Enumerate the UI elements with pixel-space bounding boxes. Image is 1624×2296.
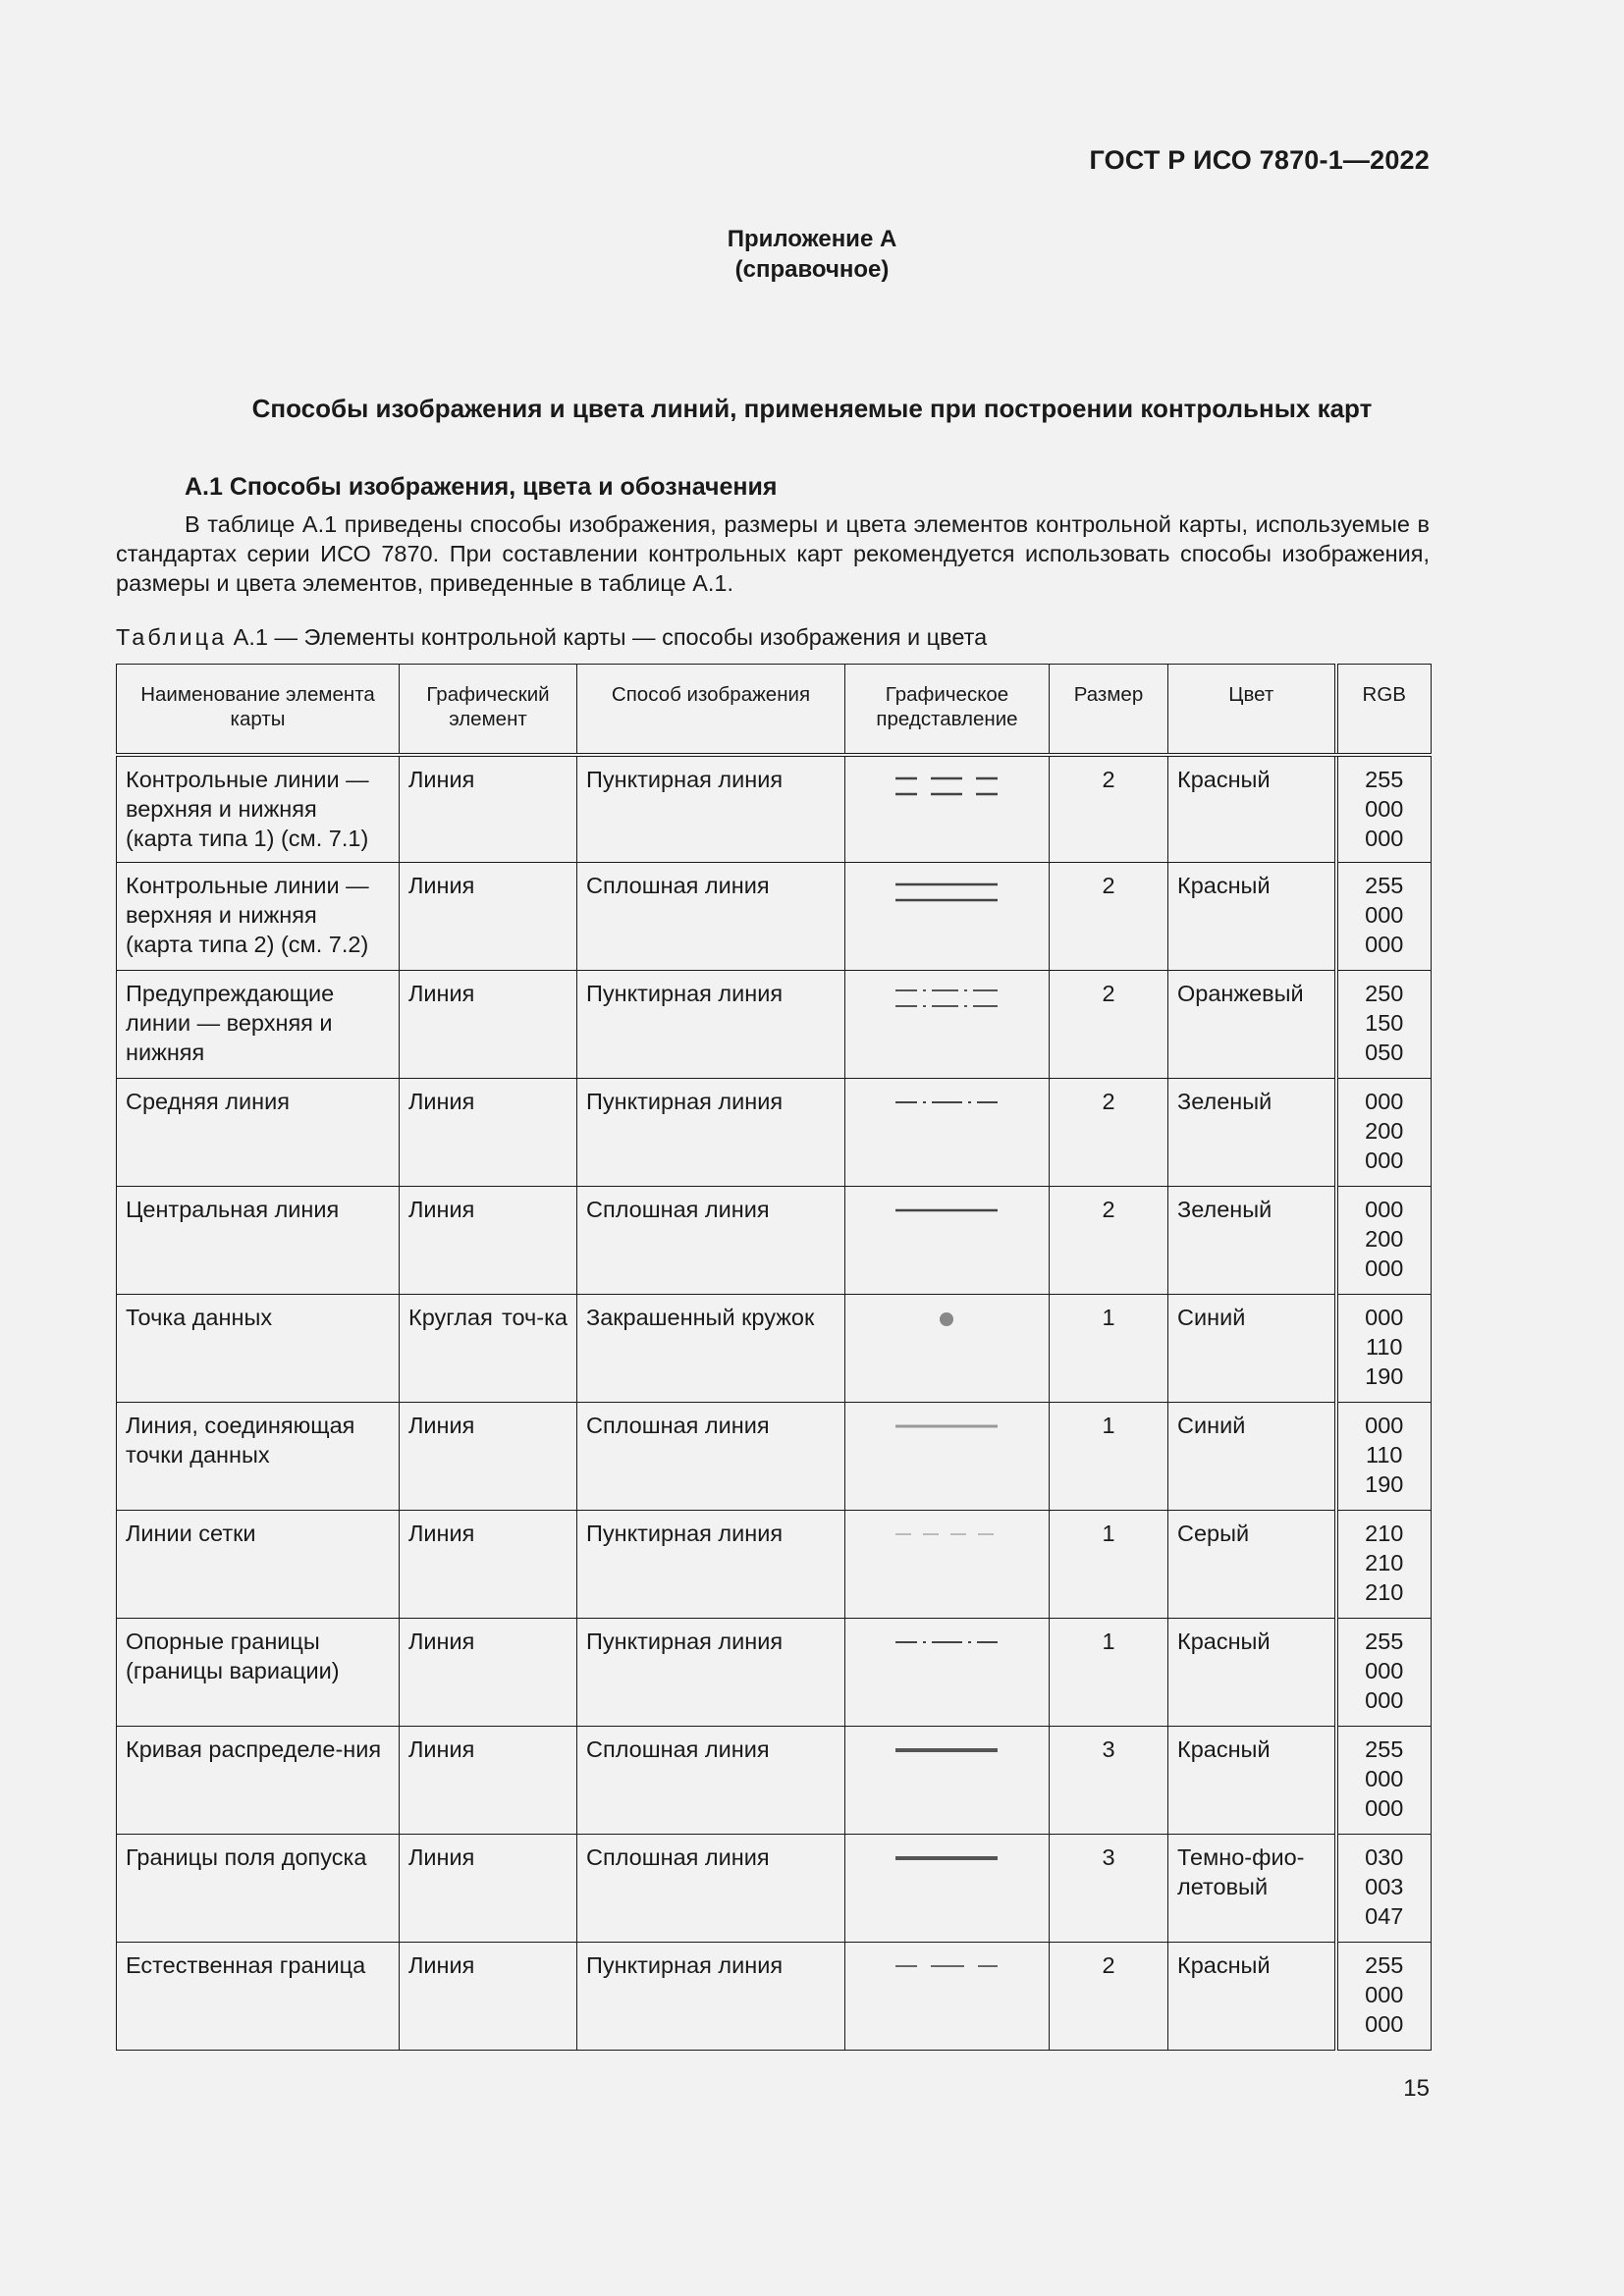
table-row — [117, 1187, 1432, 1295]
rgb-b: 000 — [1365, 1148, 1404, 1173]
rgb-r: 255 — [1365, 766, 1404, 792]
cell-representation — [845, 1619, 1050, 1727]
line-style-dashed-icon — [854, 1956, 1040, 1976]
cell-name: Предупреждающие линии — верхняя и нижняя — [117, 971, 400, 1079]
cell-color: Темно-фио-летовый — [1168, 1835, 1336, 1943]
cell-method: Пунктирная линия — [577, 1619, 845, 1727]
rgb-g: 000 — [1365, 795, 1404, 822]
cell-representation — [845, 1187, 1050, 1295]
appendix-subtitle: (справочное) — [734, 256, 890, 283]
cell-representation — [845, 755, 1050, 863]
document-code: ГОСТ Р ИСО 7870-1—2022 — [1089, 145, 1430, 175]
cell-rgb — [1336, 1619, 1432, 1727]
cell-method: Пунктирная линия — [577, 1943, 845, 2051]
cell-representation — [845, 1511, 1050, 1619]
rgb-r: 000 — [1365, 1305, 1404, 1330]
rgb-b: 000 — [1365, 825, 1404, 851]
cell-rgb — [1336, 1295, 1432, 1403]
line-style-dashed-double-icon — [854, 771, 1040, 800]
cell-representation — [845, 1943, 1050, 2051]
rgb-g: 000 — [1365, 902, 1404, 928]
cell-color: Синий — [1168, 1403, 1336, 1511]
cell-size: 2 — [1050, 1943, 1168, 2051]
rgb-g: 210 — [1365, 1550, 1404, 1575]
cell-name: Центральная линия — [117, 1187, 400, 1295]
cell-name: Линии сетки — [117, 1511, 400, 1619]
cell-rgb — [1336, 1727, 1432, 1835]
cell-representation — [845, 971, 1050, 1079]
cell-method: Закрашенный кружок — [577, 1295, 845, 1403]
cell-size: 2 — [1050, 755, 1168, 863]
rgb-g: 110 — [1366, 1442, 1403, 1468]
cell-method: Сплошная линия — [577, 1835, 845, 1943]
rgb-g: 200 — [1365, 1226, 1404, 1252]
section-heading: А.1 Способы изображения, цвета и обозначения — [185, 473, 778, 501]
rgb-b: 000 — [1365, 1687, 1404, 1713]
cell-name: Границы поля допуска — [117, 1835, 400, 1943]
table-row — [117, 755, 1432, 863]
rgb-g: 110 — [1366, 1334, 1403, 1360]
rgb-g: 200 — [1365, 1118, 1404, 1144]
header-representation: Графическое представление — [845, 665, 1050, 755]
cell-rgb — [1336, 755, 1432, 863]
appendix-title: Приложение А — [727, 226, 897, 252]
table-row — [117, 1619, 1432, 1727]
cell-representation — [845, 1079, 1050, 1187]
rgb-b: 190 — [1365, 1363, 1404, 1389]
rgb-r: 000 — [1365, 1413, 1404, 1438]
table-row — [117, 971, 1432, 1079]
header-method: Способ изображения — [577, 665, 845, 755]
cell-element: Круглая точ-ка — [400, 1295, 577, 1403]
line-style-dashed-light-icon — [854, 1524, 1040, 1544]
cell-name: Средняя линия — [117, 1079, 400, 1187]
cell-name: Опорные границы (границы вариации) — [117, 1619, 400, 1727]
cell-representation — [845, 863, 1050, 971]
line-style-solid-icon — [854, 1201, 1040, 1220]
cell-element: Линия — [400, 1619, 577, 1727]
section-paragraph: В таблице А.1 приведены способы изображения, размеры и цвета элементов контрольной карты, используемые в стандартах серии ИСО 7870. При составлении контрольных карт рекомендуется использовать способы изображения, размеры и цвета элементов, приведенные в таблице А.1. — [116, 511, 1430, 596]
rgb-b: 047 — [1365, 1903, 1404, 1929]
cell-name: Контрольные линии — верхняя и нижняя (карта типа 1) (см. 7.1) — [117, 755, 400, 863]
rgb-r: 030 — [1365, 1844, 1404, 1870]
rgb-r: 255 — [1365, 1629, 1404, 1654]
rgb-g: 000 — [1365, 1766, 1404, 1791]
line-style-dashdot-double-icon — [854, 985, 1040, 1014]
table-row — [117, 1403, 1432, 1511]
cell-rgb — [1336, 1403, 1432, 1511]
table-row — [117, 1511, 1432, 1619]
table-row — [117, 1295, 1432, 1403]
cell-color: Синий — [1168, 1295, 1336, 1403]
rgb-g: 150 — [1365, 1010, 1404, 1036]
line-style-solid-thick-icon — [854, 1740, 1040, 1760]
cell-rgb — [1336, 1511, 1432, 1619]
elements-table — [116, 664, 1432, 2051]
rgb-r: 255 — [1365, 1736, 1404, 1762]
line-style-solid-light-icon — [854, 1416, 1040, 1436]
cell-rgb — [1336, 1079, 1432, 1187]
rgb-b: 000 — [1365, 1795, 1404, 1821]
cell-method: Пунктирная линия — [577, 971, 845, 1079]
cell-element: Линия — [400, 1727, 577, 1835]
header-color: Цвет — [1168, 665, 1336, 755]
table-row — [117, 1835, 1432, 1943]
table-row — [117, 1943, 1432, 2051]
rgb-b: 050 — [1365, 1040, 1404, 1065]
cell-element: Линия — [400, 1511, 577, 1619]
cell-size: 1 — [1050, 1619, 1168, 1727]
rgb-b: 000 — [1365, 1255, 1404, 1281]
cell-method: Пунктирная линия — [577, 1511, 845, 1619]
cell-size: 2 — [1050, 863, 1168, 971]
cell-name: Контрольные линии — верхняя и нижняя (карта типа 2) (см. 7.2) — [117, 863, 400, 971]
appendix-heading — [0, 224, 1624, 285]
cell-size: 3 — [1050, 1727, 1168, 1835]
cell-name: Точка данных — [117, 1295, 400, 1403]
cell-representation — [845, 1403, 1050, 1511]
cell-method: Сплошная линия — [577, 863, 845, 971]
rgb-g: 000 — [1365, 1982, 1404, 2007]
cell-size: 2 — [1050, 1079, 1168, 1187]
rgb-g: 000 — [1365, 1658, 1404, 1683]
line-style-dashdot-icon — [854, 1632, 1040, 1652]
cell-method: Пунктирная линия — [577, 1079, 845, 1187]
cell-representation — [845, 1727, 1050, 1835]
rgb-r: 255 — [1365, 873, 1404, 898]
cell-name: Линия, соединяющая точки данных — [117, 1403, 400, 1511]
cell-representation — [845, 1835, 1050, 1943]
cell-representation — [845, 1295, 1050, 1403]
cell-rgb — [1336, 863, 1432, 971]
cell-element: Линия — [400, 1079, 577, 1187]
line-style-solid-double-icon — [854, 877, 1040, 906]
cell-rgb — [1336, 1943, 1432, 2051]
cell-method: Сплошная линия — [577, 1187, 845, 1295]
main-title: Способы изображения и цвета линий, применяемые при построении контрольных карт — [251, 394, 1373, 423]
cell-color: Красный — [1168, 1727, 1336, 1835]
cell-color: Зеленый — [1168, 1079, 1336, 1187]
cell-color: Красный — [1168, 863, 1336, 971]
header-size: Размер — [1050, 665, 1168, 755]
cell-element: Линия — [400, 863, 577, 971]
table-caption-text: А.1 — Элементы контрольной карты — способы изображения и цвета — [227, 624, 988, 650]
table-caption-label: Таблица — [116, 624, 228, 650]
cell-element: Линия — [400, 1403, 577, 1511]
cell-element: Линия — [400, 755, 577, 863]
cell-color: Оранжевый — [1168, 971, 1336, 1079]
table-caption — [116, 624, 987, 651]
cell-color: Красный — [1168, 755, 1336, 863]
rgb-r: 000 — [1365, 1089, 1404, 1114]
cell-rgb — [1336, 1835, 1432, 1943]
cell-element: Линия — [400, 1835, 577, 1943]
table-row — [117, 1079, 1432, 1187]
rgb-b: 190 — [1365, 1471, 1404, 1497]
cell-size: 1 — [1050, 1403, 1168, 1511]
cell-rgb — [1336, 1187, 1432, 1295]
cell-name: Кривая распределе-ния — [117, 1727, 400, 1835]
cell-element: Линия — [400, 971, 577, 1079]
line-style-dot-icon — [854, 1308, 1040, 1330]
rgb-g: 003 — [1365, 1874, 1404, 1899]
cell-size: 2 — [1050, 1187, 1168, 1295]
header-rgb: RGB — [1336, 665, 1432, 755]
cell-color: Красный — [1168, 1943, 1336, 2051]
rgb-b: 210 — [1365, 1579, 1404, 1605]
table-row — [117, 1727, 1432, 1835]
line-style-solid-thick-icon — [854, 1848, 1040, 1868]
cell-color: Красный — [1168, 1619, 1336, 1727]
rgb-r: 250 — [1365, 981, 1404, 1006]
table-header-row — [117, 665, 1432, 755]
line-style-dashdot-icon — [854, 1093, 1040, 1112]
cell-size: 2 — [1050, 971, 1168, 1079]
rgb-b: 000 — [1365, 2011, 1404, 2037]
cell-element: Линия — [400, 1943, 577, 2051]
rgb-r: 000 — [1365, 1197, 1404, 1222]
rgb-b: 000 — [1365, 932, 1404, 957]
header-name: Наименование элемента карты — [117, 665, 400, 755]
header-element: Графический элемент — [400, 665, 577, 755]
cell-size: 1 — [1050, 1511, 1168, 1619]
rgb-r: 255 — [1365, 1952, 1404, 1978]
cell-method: Сплошная линия — [577, 1727, 845, 1835]
cell-method: Сплошная линия — [577, 1403, 845, 1511]
table-row — [117, 863, 1432, 971]
cell-rgb — [1336, 971, 1432, 1079]
cell-name: Естественная граница — [117, 1943, 400, 2051]
cell-element: Линия — [400, 1187, 577, 1295]
cell-size: 1 — [1050, 1295, 1168, 1403]
cell-method: Пунктирная линия — [577, 755, 845, 863]
page-number: 15 — [1403, 2075, 1430, 2102]
cell-color: Серый — [1168, 1511, 1336, 1619]
cell-color: Зеленый — [1168, 1187, 1336, 1295]
rgb-r: 210 — [1365, 1521, 1404, 1546]
cell-size: 3 — [1050, 1835, 1168, 1943]
